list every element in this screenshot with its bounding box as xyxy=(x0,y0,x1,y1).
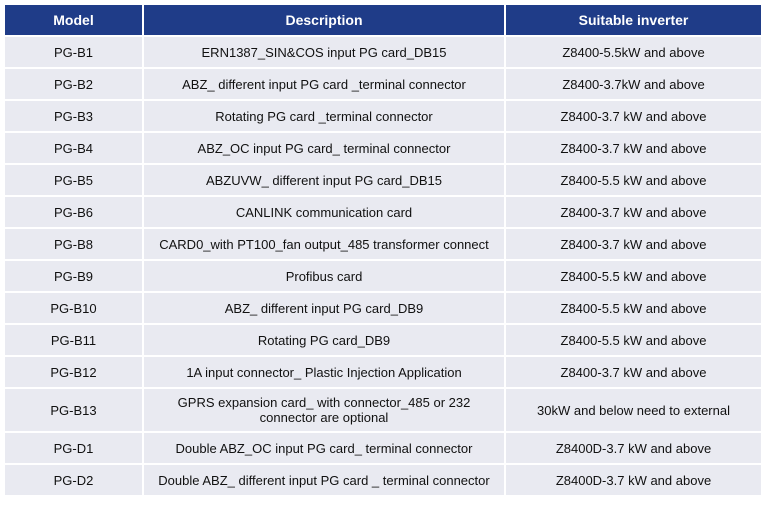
table-row xyxy=(5,197,761,227)
cell-model: PG-B4 xyxy=(5,133,142,163)
cell-description: Rotating PG card_DB9 xyxy=(144,325,504,355)
cell-inverter: Z8400-5.5 kW and above xyxy=(506,325,761,355)
cell-description: Profibus card xyxy=(144,261,504,291)
cell-model: PG-B2 xyxy=(5,69,142,99)
cell-description: ABZ_ different input PG card _terminal connector xyxy=(144,69,504,99)
cell-description: CARD0_with PT100_fan output_485 transformer connect xyxy=(144,229,504,259)
table-row xyxy=(5,433,761,463)
table-row xyxy=(5,101,761,131)
cell-description: Rotating PG card _terminal connector xyxy=(144,101,504,131)
cell-description: ABZUVW_ different input PG card_DB15 xyxy=(144,165,504,195)
table-row xyxy=(5,325,761,355)
cell-model: PG-B3 xyxy=(5,101,142,131)
cell-description: Double ABZ_OC input PG card_ terminal connector xyxy=(144,433,504,463)
header-suitable-inverter: Suitable inverter xyxy=(506,5,761,35)
cell-model: PG-B9 xyxy=(5,261,142,291)
cell-inverter: Z8400-3.7 kW and above xyxy=(506,101,761,131)
cell-inverter: Z8400-3.7 kW and above xyxy=(506,357,761,387)
cell-description: GPRS expansion card_ with connector_485 or 232 connector are optional xyxy=(144,389,504,431)
accessory-table xyxy=(3,3,763,497)
cell-model: PG-B1 xyxy=(5,37,142,67)
cell-inverter: Z8400D-3.7 kW and above xyxy=(506,465,761,495)
cell-inverter: Z8400-3.7 kW and above xyxy=(506,133,761,163)
cell-description: CANLINK communication card xyxy=(144,197,504,227)
table-row xyxy=(5,293,761,323)
cell-inverter: Z8400-5.5 kW and above xyxy=(506,165,761,195)
cell-inverter: Z8400-3.7 kW and above xyxy=(506,197,761,227)
cell-model: PG-B6 xyxy=(5,197,142,227)
cell-inverter: Z8400D-3.7 kW and above xyxy=(506,433,761,463)
cell-model: PG-B13 xyxy=(5,389,142,431)
cell-model: PG-D1 xyxy=(5,433,142,463)
table-row xyxy=(5,357,761,387)
table-row xyxy=(5,389,761,431)
cell-model: PG-B11 xyxy=(5,325,142,355)
cell-inverter: Z8400-5.5 kW and above xyxy=(506,293,761,323)
cell-description: ABZ_ different input PG card_DB9 xyxy=(144,293,504,323)
cell-model: PG-B8 xyxy=(5,229,142,259)
table-row xyxy=(5,261,761,291)
cell-inverter: Z8400-5.5kW and above xyxy=(506,37,761,67)
table-row xyxy=(5,133,761,163)
table-row xyxy=(5,465,761,495)
cell-model: PG-B12 xyxy=(5,357,142,387)
cell-model: PG-D2 xyxy=(5,465,142,495)
cell-description: ABZ_OC input PG card_ terminal connector xyxy=(144,133,504,163)
header-model: Model xyxy=(5,5,142,35)
cell-model: PG-B10 xyxy=(5,293,142,323)
header-description: Description xyxy=(144,5,504,35)
cell-inverter: Z8400-3.7 kW and above xyxy=(506,229,761,259)
table-row xyxy=(5,69,761,99)
header-row xyxy=(5,5,761,35)
cell-description: 1A input connector_ Plastic Injection Application xyxy=(144,357,504,387)
table-row xyxy=(5,165,761,195)
cell-description: ERN1387_SIN&COS input PG card_DB15 xyxy=(144,37,504,67)
cell-description: Double ABZ_ different input PG card _ terminal connector xyxy=(144,465,504,495)
table-row xyxy=(5,229,761,259)
cell-model: PG-B5 xyxy=(5,165,142,195)
cell-inverter: Z8400-3.7kW and above xyxy=(506,69,761,99)
cell-inverter: Z8400-5.5 kW and above xyxy=(506,261,761,291)
table-row xyxy=(5,37,761,67)
cell-inverter: 30kW and below need to external xyxy=(506,389,761,431)
